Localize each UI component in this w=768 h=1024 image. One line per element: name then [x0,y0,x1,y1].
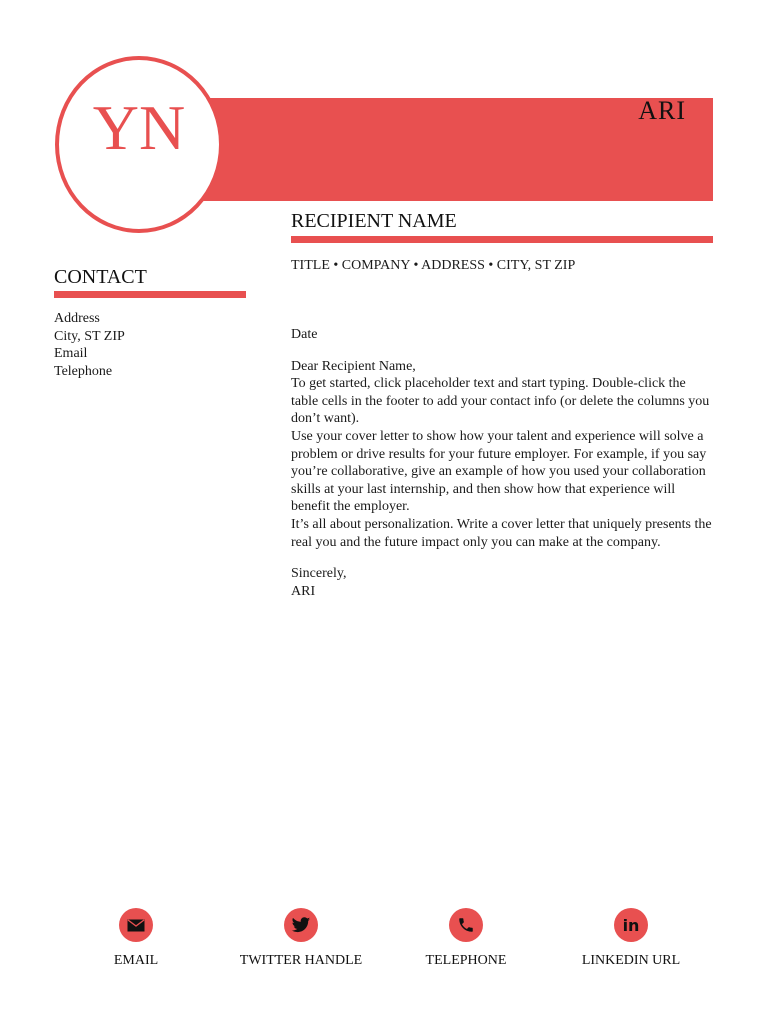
footer-linkedin-label: LINKEDIN URL [581,953,681,968]
initials: YN [92,92,186,163]
footer-telephone[interactable] [386,908,546,969]
footer-linkedin[interactable] [551,908,711,969]
author-name: ARI [638,96,686,125]
contact-divider [54,291,246,298]
recipient-name: RECIPIENT NAME [291,210,457,232]
footer-twitter[interactable] [221,908,381,969]
letter-closing: Sincerely, [291,566,347,582]
letter-paragraph: It’s all about personalization. Write a cover letter that uniquely presents the real you and the future impact only you can make at the company. [291,516,712,550]
recipient-divider [291,236,713,243]
contact-telephone: Telephone [54,363,113,379]
letter-date: Date [291,327,318,342]
letter-salutation: Dear Recipient Name, [291,358,416,374]
twitter-icon [284,908,318,942]
footer-twitter-label: TWITTER HANDLE [239,953,363,968]
contact-email: Email [54,346,88,362]
letter-paragraph: Use your cover letter to show how your talent and experience will solve a problem or drive results for your future employer. For example, if you say you’re collaborative, give an example of how you used your collaboration skills at your last internship, and then show how that experience will benefit the employer. [291,428,707,515]
recipient-info: TITLE • COMPANY • ADDRESS • CITY, ST ZIP [291,258,576,273]
footer-email[interactable] [56,908,216,969]
contact-city: City, ST ZIP [54,328,125,344]
letter-body [291,326,715,600]
linkedin-icon: in [614,908,648,942]
initials-badge [55,56,223,233]
contact-list [54,310,125,380]
contact-heading: CONTACT [54,266,147,288]
email-icon [119,908,153,942]
contact-address: Address [54,311,100,326]
letter-paragraph: To get started, click placeholder text and start typing. Double-click the table cells in the footer to add your contact info (or delete the columns you don’t want). [291,376,710,427]
footer-telephone-label: TELEPHONE [425,953,507,968]
header-banner [200,98,713,201]
letter-signature: ARI [291,583,316,599]
telephone-icon [449,908,483,942]
footer-email-label: EMAIL [113,953,159,968]
